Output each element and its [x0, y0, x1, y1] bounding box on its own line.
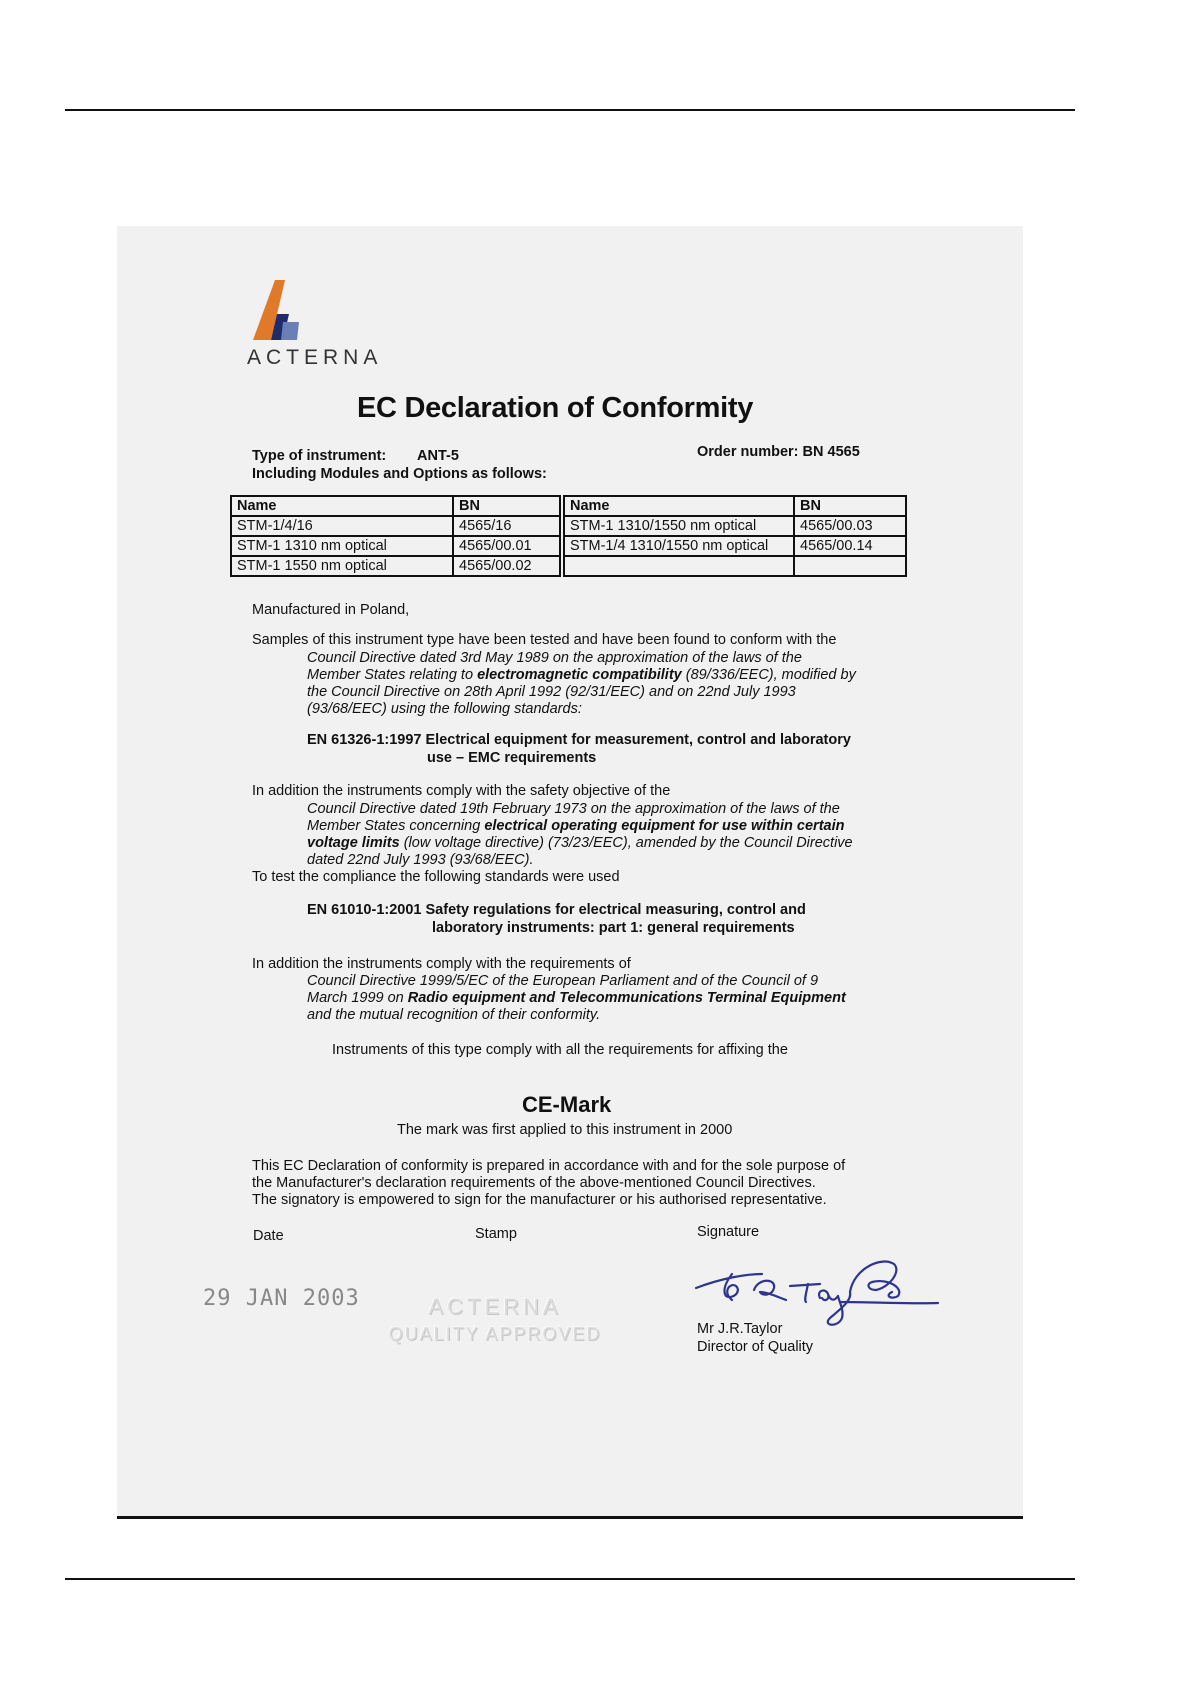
- table-cell: 4565/00.01: [453, 536, 560, 556]
- table-cell: STM-1/4 1310/1550 nm optical: [564, 536, 794, 556]
- closing-line-1: This EC Declaration of conformity is prepared in accordance with and for the sole purpose of: [252, 1158, 846, 1174]
- manufactured-text: Manufactured in Poland,: [252, 602, 410, 618]
- header-rule: [65, 109, 1075, 111]
- table-row: [231, 536, 906, 556]
- table-cell: STM-1 1310/1550 nm optical: [564, 516, 794, 536]
- ce-intro: Instruments of this type comply with all the requirements for affixing the: [332, 1042, 788, 1058]
- table-header-row: [231, 496, 906, 516]
- signature-label: Signature: [697, 1224, 760, 1240]
- table-cell: STM-1/4/16: [231, 516, 453, 536]
- table-cell: [794, 556, 906, 576]
- ce-first-applied: The mark was first applied to this instrument in 2000: [397, 1122, 733, 1138]
- lvd-line-2: Member States concerning electrical operating equipment for use within certain: [307, 818, 845, 834]
- emc-standard-line-1: EN 61326-1:1997 Electrical equipment for measurement, control and laboratory: [307, 732, 851, 748]
- stamp-approved: QUALITY APPROVED: [388, 1324, 602, 1344]
- emc-line-2: Member States relating to electromagnetic compatibility (89/336/EEC), modified by: [307, 667, 856, 683]
- lvd-test-line: To test the compliance the following standards were used: [252, 869, 620, 885]
- emc-intro: Samples of this instrument type have been tested and have been found to conform with the: [252, 632, 837, 648]
- date-stamp: 29 JAN 2003: [203, 1286, 360, 1311]
- modules-label: Including Modules and Options as follows:: [252, 466, 547, 482]
- lvd-line-3: voltage limits (low voltage directive) (73/23/EEC), amended by the Council Directive: [307, 835, 853, 851]
- lvd-line-1: Council Directive dated 19th February 1973 on the approximation of the laws of the: [307, 801, 840, 817]
- lvd-line-4: dated 22nd July 1993 (93/68/EEC).: [307, 852, 534, 868]
- table-header-cell: BN: [453, 496, 560, 516]
- signer-title: Director of Quality: [697, 1339, 814, 1355]
- logo-wordmark: ACTERNA: [247, 346, 383, 369]
- emc-standard-line-2: use – EMC requirements: [427, 750, 597, 766]
- quality-stamp: [385, 1272, 605, 1364]
- table-cell: 4565/00.02: [453, 556, 560, 576]
- stamp-brand: ACTERNA: [428, 1294, 562, 1319]
- page-title: EC Declaration of Conformity: [357, 392, 754, 424]
- stamp-label: Stamp: [475, 1226, 517, 1242]
- rtte-line-3: and the mutual recognition of their conformity.: [307, 1007, 601, 1023]
- table-header-cell: BN: [794, 496, 906, 516]
- emc-line-3: the Council Directive on 28th April 1992 (92/31/EEC) and on 22nd July 1993: [307, 684, 796, 700]
- modules-table: [230, 495, 907, 577]
- closing-line-2: the Manufacturer's declaration requirements of the above-mentioned Council Directives.: [252, 1175, 816, 1191]
- table-cell: 4565/16: [453, 516, 560, 536]
- acterna-logo-mark-icon: [247, 278, 307, 344]
- instrument-type-value: ANT-5: [417, 448, 459, 464]
- rtte-line-1: Council Directive 1999/5/EC of the European Parliament and of the Council of 9: [307, 973, 819, 989]
- date-label: Date: [253, 1228, 284, 1244]
- table-cell: [564, 556, 794, 576]
- scanned-certificate: [117, 226, 1023, 1519]
- footer-rule: [65, 1578, 1075, 1580]
- emc-line-4: (93/68/EEC) using the following standards:: [307, 701, 582, 717]
- acterna-logo: [247, 278, 307, 349]
- table-cell: STM-1 1550 nm optical: [231, 556, 453, 576]
- rtte-line-2: March 1999 on Radio equipment and Telecommunications Terminal Equipment: [307, 990, 846, 1006]
- lvd-standard-line-2: laboratory instruments: part 1: general requirements: [432, 920, 795, 936]
- table-header-cell: Name: [564, 496, 794, 516]
- emc-line-1: Council Directive dated 3rd May 1989 on the approximation of the laws of the: [307, 650, 802, 666]
- table-cell: STM-1 1310 nm optical: [231, 536, 453, 556]
- table-header-cell: Name: [231, 496, 453, 516]
- table-cell: 4565/00.14: [794, 536, 906, 556]
- rtte-intro: In addition the instruments comply with the requirements of: [252, 956, 631, 972]
- signer-name: Mr J.R.Taylor: [697, 1321, 783, 1337]
- table-row: [231, 516, 906, 536]
- table-cell: 4565/00.03: [794, 516, 906, 536]
- table-row: [231, 556, 906, 576]
- instrument-type-label: Type of instrument:: [252, 448, 387, 464]
- closing-line-3: The signatory is empowered to sign for the manufacturer or his authorised representative.: [252, 1192, 827, 1208]
- ce-mark-heading: CE-Mark: [522, 1092, 612, 1117]
- lvd-intro: In addition the instruments comply with the safety objective of the: [252, 783, 671, 799]
- order-number: Order number: BN 4565: [697, 444, 860, 460]
- lvd-standard-line-1: EN 61010-1:2001 Safety regulations for electrical measuring, control and: [307, 902, 806, 918]
